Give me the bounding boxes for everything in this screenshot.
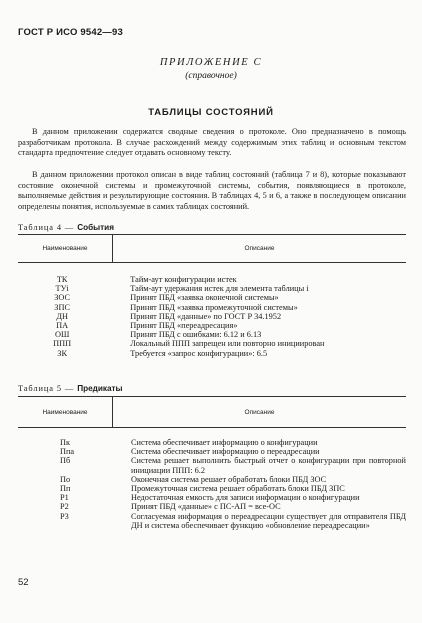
row-description-line: Согласуемая информация о переадресации существует для отправителя ПБД ДН и система обеспечивает функцию «обновление переадресации» bbox=[130, 511, 406, 530]
row-description-line: Принят ПБД «заявка оконечной системы» bbox=[130, 293, 279, 303]
table-row bbox=[18, 303, 406, 312]
row-name: ЗОС bbox=[54, 293, 71, 303]
row-description bbox=[130, 303, 406, 312]
row-description-line: Тайм-аут удержания истек для элемента таблицы i bbox=[130, 284, 309, 294]
table-row bbox=[18, 512, 406, 530]
table4-header bbox=[18, 234, 406, 263]
row-description-line: Принят ПБД с ошибками: 6.12 и 6.13 bbox=[130, 330, 262, 340]
table-row bbox=[18, 284, 406, 293]
table-row bbox=[18, 275, 406, 284]
row-name: ДН bbox=[56, 311, 68, 321]
table4-caption-label: Таблица 4 — bbox=[18, 223, 75, 232]
row-name: ЗК bbox=[57, 348, 67, 358]
row-description-line: Требуется «запрос конфигурации»: 6.5 bbox=[130, 348, 268, 358]
row-name: По bbox=[60, 474, 71, 484]
table4-col-name: Наименование bbox=[42, 245, 88, 252]
row-name: Пб bbox=[60, 456, 71, 466]
row-description-line: Промежуточная система решает обработать блоки ПБД ЗПС bbox=[130, 484, 345, 494]
row-description-line: Система обеспечивает информацию о переадресации bbox=[130, 447, 320, 457]
row-description-line: Недостаточная емкость для записи информации о конфигурации bbox=[130, 493, 360, 503]
table-row bbox=[18, 339, 406, 348]
table-row bbox=[18, 484, 406, 493]
row-description bbox=[130, 321, 406, 330]
row-description-line: Принят ПБД «данные» с ПС-АП = все-ОС bbox=[130, 502, 281, 512]
table-row bbox=[18, 493, 406, 502]
row-description bbox=[131, 484, 406, 493]
row-description-line: Система решает выполнить быстрый отчет о конфигурации при повторной инициации ППП: 6.2 bbox=[130, 456, 406, 475]
row-description bbox=[131, 438, 406, 447]
table4-col-desc: Описание bbox=[244, 245, 275, 252]
table4-caption bbox=[18, 223, 114, 232]
table-row bbox=[18, 330, 406, 339]
row-description-line: Принят ПБД «переадресация» bbox=[130, 321, 238, 331]
row-description bbox=[130, 349, 406, 358]
table-row bbox=[18, 475, 406, 484]
row-description-line: Принят ПБД «данные» по ГОСТ Р 34.1952 bbox=[130, 311, 282, 321]
table5-col-desc: Описание bbox=[244, 408, 275, 416]
row-name: ТУi bbox=[55, 284, 69, 294]
row-name: Р1 bbox=[60, 493, 69, 503]
table5-caption-label: Таблица 5 — bbox=[18, 384, 75, 393]
row-description bbox=[131, 493, 406, 502]
table4-caption-title: События bbox=[77, 223, 114, 232]
row-name: Ппа bbox=[60, 447, 75, 457]
table-row bbox=[18, 456, 406, 474]
appendix-title: ПРИЛОЖЕНИЕ С bbox=[159, 57, 263, 68]
row-name: Пк bbox=[60, 438, 71, 447]
table-row bbox=[18, 349, 406, 358]
row-description bbox=[131, 502, 406, 511]
table-row bbox=[18, 312, 406, 321]
row-description bbox=[131, 512, 406, 530]
row-name: ЗПС bbox=[54, 302, 70, 312]
row-description bbox=[130, 293, 406, 302]
row-description-line: Тайм-аут конфигурации истек bbox=[130, 275, 237, 284]
row-description-line: Оконечная система решает обработать блоки ПБД ЗОС bbox=[130, 474, 327, 484]
table5-body bbox=[18, 438, 406, 530]
table-row bbox=[18, 293, 406, 302]
table-row bbox=[18, 321, 406, 330]
row-description-line: Система обеспечивает информацию о конфигурации bbox=[130, 438, 318, 447]
table5-caption-title: Предикаты bbox=[77, 384, 123, 393]
paragraph-description: В данном приложении протокол описан в виде таблиц состояний (таблица 7 и 8), которые показывают состояние оконечной системы и промежуточной системы, события, появляющиеся в протоколе, выполняемые действия и результирующие состояния. В таблицах 4, 5 и 6, а также в последующем описании определены понятия, используемые в самих таблицах состояний. bbox=[18, 170, 406, 211]
row-description-line: Локальный ППП запрещен или повторно инициирован bbox=[130, 339, 325, 349]
row-description bbox=[131, 447, 406, 456]
row-description bbox=[131, 475, 406, 484]
paragraph-intro: В данном приложении содержатся сводные сведения о протоколе. Оно предназначено в помощь разработчикам протокола. В случае расхождений между содержимым этих таблиц и основным текстом стандарта предпочтение следует отдавать основному тексту. bbox=[18, 127, 406, 158]
row-name: ПА bbox=[56, 321, 69, 331]
row-description bbox=[131, 456, 406, 474]
table5-header bbox=[18, 396, 406, 428]
row-description bbox=[130, 339, 406, 348]
row-name: Р2 bbox=[60, 502, 69, 512]
document-header: ГОСТ Р ИСО 9542—93 bbox=[18, 27, 123, 38]
row-description bbox=[130, 312, 406, 321]
row-description bbox=[130, 330, 406, 339]
page-number: 52 bbox=[18, 577, 29, 588]
appendix-subtitle: (справочное) bbox=[185, 71, 237, 81]
table-row bbox=[18, 447, 406, 456]
row-name: ППП bbox=[53, 339, 72, 349]
row-name: Пп bbox=[60, 484, 71, 494]
row-name: ТК bbox=[56, 275, 68, 284]
table-row bbox=[18, 438, 406, 447]
table5-col-name: Наименование bbox=[42, 408, 88, 416]
table4-body bbox=[18, 275, 406, 358]
row-description bbox=[130, 284, 406, 293]
section-title: ТАБЛИЦЫ СОСТОЯНИЙ bbox=[148, 107, 274, 118]
row-name: ОШ bbox=[54, 330, 70, 340]
table5-caption bbox=[18, 384, 123, 393]
row-description-line: Принят ПБД «заявка промежуточной системы» bbox=[130, 302, 298, 312]
row-name: Р3 bbox=[60, 511, 69, 521]
table-row bbox=[18, 502, 406, 511]
row-description bbox=[130, 275, 406, 284]
